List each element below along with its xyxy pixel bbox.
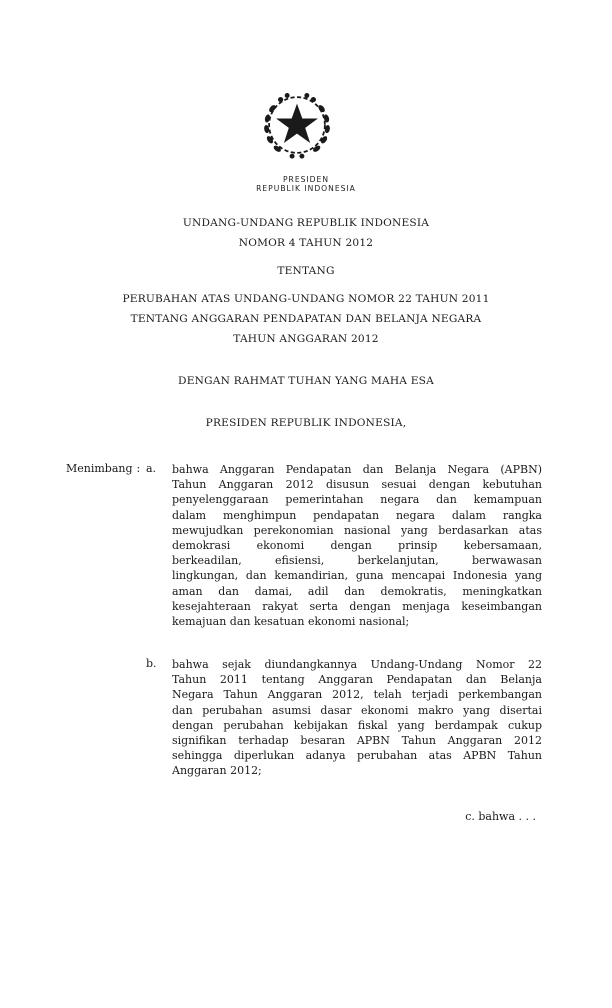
item-line: mewujudkan perekonomian nasional yang berdasarkan atas — [172, 523, 542, 537]
item-line: dengan perubahan kebijakan fiskal yang berdampak cukup — [172, 718, 542, 732]
subject-line-1: PERUBAHAN ATAS UNDANG-UNDANG NOMOR 22 TAHUN 2011 — [122, 293, 490, 305]
item-line: dalam menghimpun pendapatan negara dalam rangka — [172, 508, 542, 522]
item-line: kesejahteraan rakyat serta dengan menjaga keseimbangan — [172, 599, 542, 613]
item-line: Anggaran 2012; — [172, 764, 262, 778]
office-title-line1: PRESIDEN — [282, 175, 330, 184]
item-line: aman dan damai, adil dan demokratis, meningkatkan — [172, 584, 542, 598]
item-line: bahwa Anggaran Pendapatan dan Belanja Negara (APBN) — [172, 463, 542, 476]
subject-line-2: TENTANG ANGGARAN PENDAPATAN DAN BELANJA NEGARA — [130, 313, 482, 325]
item-line: kemajuan dan kesatuan ekonomi nasional; — [172, 615, 410, 629]
about-heading: TENTANG — [277, 265, 335, 277]
item-line: penyelenggaraan pemerintahan negara dan kemampuan — [172, 493, 542, 507]
menimbang-colon: : — [136, 462, 141, 475]
item-body-b — [172, 657, 542, 779]
office-title-line2: REPUBLIK INDONESIA — [256, 184, 356, 193]
item-line: demokrasi ekonomi dengan prinsip kebersamaan, — [172, 539, 542, 553]
president-line: PRESIDEN REPUBLIK INDONESIA, — [205, 417, 407, 429]
law-name: UNDANG-UNDANG REPUBLIK INDONESIA — [182, 217, 430, 229]
item-line: dan perubahan asumsi dasar ekonomi makro yang disertai — [172, 703, 542, 717]
item-line: lingkungan, dan kemandirian, guna mencapai Indonesia yang — [172, 569, 542, 583]
item-line: signifikan terhadap besaran APBN Tahun Anggaran 2012 — [172, 734, 542, 748]
item-body-a — [172, 462, 542, 629]
item-line: berkeadilan, efisiensi, berkelanjutan, berwawasan — [172, 554, 542, 568]
law-number: NOMOR 4 TAHUN 2012 — [238, 237, 374, 249]
item-line: Tahun 2011 tentang Anggaran Pendapatan dan Belanja — [172, 673, 542, 687]
garuda-star-emblem-icon — [256, 84, 338, 166]
continuation-marker: c. bahwa . . . — [465, 810, 536, 823]
item-letter-b: b. — [146, 657, 157, 670]
item-letter-a: a. — [146, 462, 157, 475]
item-line: sehingga diperlukan adanya perubahan atas APBN Tahun — [172, 749, 542, 763]
item-line: Negara Tahun Anggaran 2012, telah terjadi perkembangan — [172, 688, 542, 702]
blessing-line: DENGAN RAHMAT TUHAN YANG MAHA ESA — [178, 375, 434, 387]
item-line: bahwa sejak diundangkannya Undang-Undang Nomor 22 — [172, 658, 542, 671]
menimbang-label-text: Menimbang — [66, 462, 133, 475]
menimbang-label — [66, 462, 140, 475]
subject-line-3: TAHUN ANGGARAN 2012 — [233, 333, 379, 345]
item-line: Tahun Anggaran 2012 disusun sesuai dengan kebutuhan — [172, 478, 542, 492]
